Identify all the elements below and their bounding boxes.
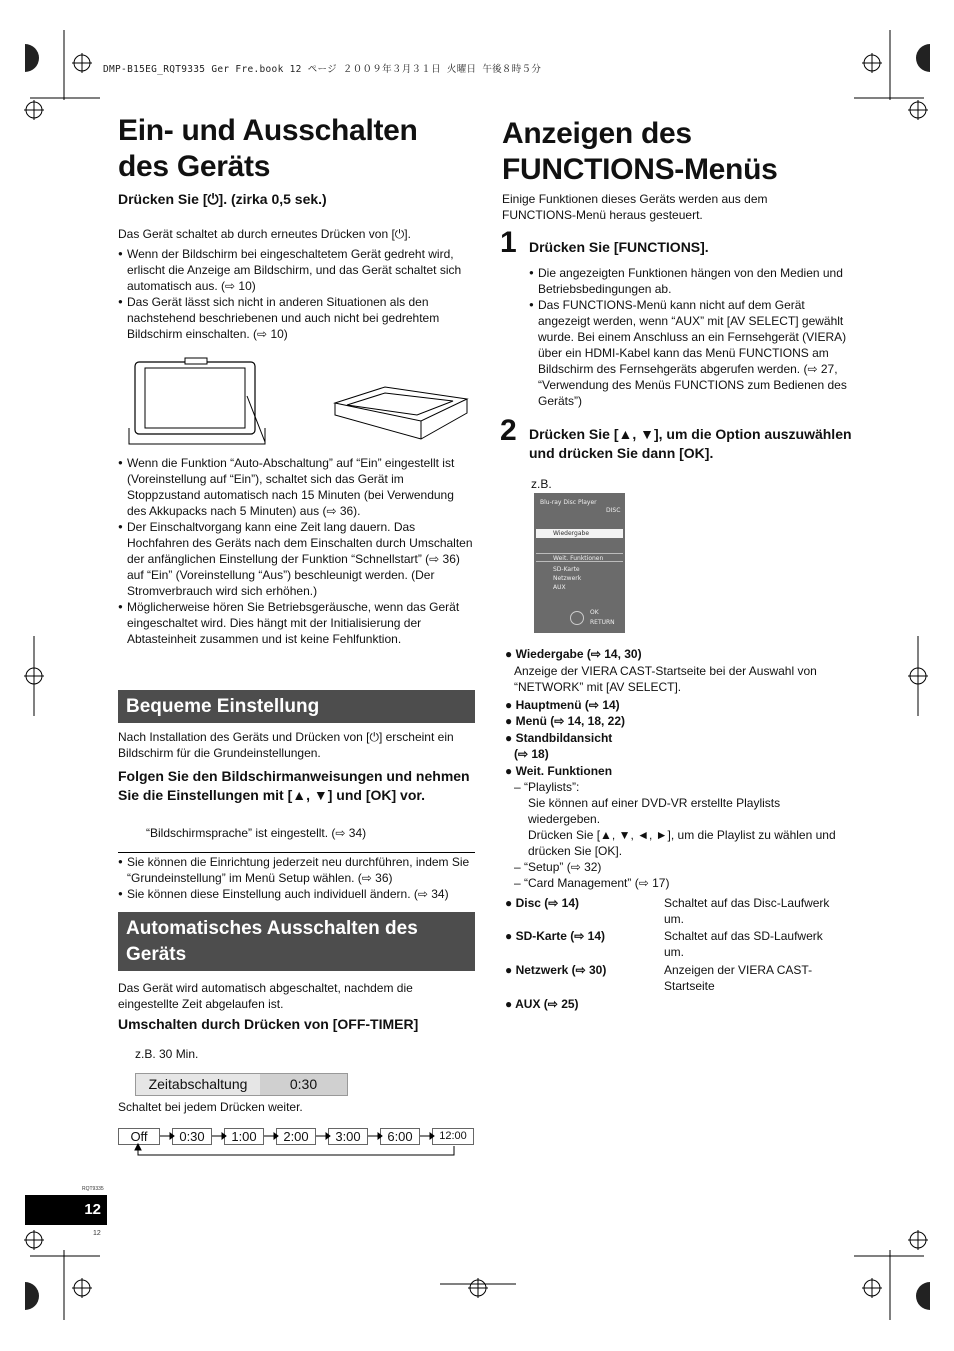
item-hauptmenu: ● Hauptmenü (⇨ 14) xyxy=(505,697,620,712)
page-number-tab: 12 xyxy=(25,1195,107,1225)
osd-title: Blu-ray Disc Player xyxy=(540,499,597,506)
page-title-left: Ein- und Ausschalten des Geräts xyxy=(118,114,418,183)
osd-ok-icon xyxy=(570,611,584,625)
item-aux: ● AUX (⇨ 25) xyxy=(505,997,579,1011)
timer-step: 2:00 xyxy=(276,1128,316,1145)
step-number: 2 xyxy=(500,414,517,447)
item-sd: ● SD-Karte (⇨ 14) Schaltet auf das SD-Laufwerk um. xyxy=(505,929,823,959)
power-notes-b xyxy=(118,455,475,647)
functions-menu-screenshot xyxy=(534,493,625,633)
power-off-text: Das Gerät schaltet ab durch erneutes Drücken von [⏻]. xyxy=(118,227,411,241)
step-1-text: Drücken Sie [FUNCTIONS]. xyxy=(529,239,709,255)
timer-cycle xyxy=(118,1128,475,1160)
divider xyxy=(118,852,475,853)
osd-item: Netzwerk xyxy=(553,575,582,582)
s2-example: z.B. 30 Min. xyxy=(135,1047,199,1061)
section-auto-off: Automatisches Ausschalten des Geräts xyxy=(118,912,475,971)
list-item: ● Sie können die Einrichtung jederzeit neu durchführen, indem Sie “Grundeinstellung” im Menü Setup wählen. (⇨ 36) xyxy=(118,854,475,886)
source-items xyxy=(505,895,860,1013)
s2-each-press: Schaltet bei jedem Drücken weiter. xyxy=(118,1100,303,1114)
timer-step: Off xyxy=(118,1128,160,1145)
page-title-right: Anzeigen des FUNCTIONS-Menüs xyxy=(502,117,778,186)
timer-display xyxy=(135,1073,348,1096)
osd-item: AUX xyxy=(553,584,566,591)
osd-item: SD-Karte xyxy=(553,566,580,573)
menu-item-descriptions xyxy=(505,646,860,891)
list-item: ● Wenn der Bildschirm bei eingeschaltetem Gerät gedreht wird, erlischt die Anzeige am Bildschirm, und das Gerät schaltet sich automatisch aus. (⇨ 10) xyxy=(118,246,475,294)
example-label: z.B. xyxy=(531,477,552,491)
timer-label: Zeitabschaltung xyxy=(136,1074,260,1095)
timer-step: 3:00 xyxy=(328,1128,368,1145)
item-wiedergabe-desc: Anzeige der VIERA CAST-Startseite bei der Auswahl von “NETWORK” mit [AV SELECT]. xyxy=(514,663,817,694)
s1-bullets xyxy=(118,854,475,902)
list-item: ● Der Einschaltvorgang kann eine Zeit lang dauern. Das Hochfahren des Geräts nach dem Einschalten durch Umschalten der anfänglichen Einstellung der Funktion “Schnellstart” (⇨ 36) auf “Ein” (Voreinstellung “Aus”) beschleunigt werden. (Der Stromverbrauch wird sich erhöhen.) xyxy=(118,519,475,599)
list-item: ● Das Gerät lässt sich nicht in anderen Situationen als den nachstehend beschriebenen und auch nicht bei gedrehtem Bildschirm einschalten. (⇨ 10) xyxy=(118,294,475,342)
list-item: ● Das FUNCTIONS-Menü kann nicht auf dem Gerät angezeigt werden, wenn “AUX” mit [AV SELECT] gewählt wurde. Bei einem Anschluss an ein Fernsehgerät (VIERA) über ein HDMI-Kabel kann das Menü FUNCTIONS am Bildschirm des Fernsehgeräts abgerufen werden. (⇨ 27, “Verwendung des Menüs FUNCTIONS zum Bedienen des Geräts”) xyxy=(529,297,857,409)
list-item: ● Möglicherweise hören Sie Betriebsgeräusche, wenn das Gerät eingeschaltet wird. Dies hängt mit der Initialisierung der Abtasteinheit zusammen und ist keine Fehlfunktion. xyxy=(118,599,475,647)
item-weit: ● Weit. Funktionen xyxy=(505,763,613,778)
doc-code: RQT9335 xyxy=(82,1186,104,1192)
file-header: DMP-B15EG_RQT9335 Ger Fre.book 12 ページ ２００９年３月３１日 火曜日 午後８時５分 xyxy=(103,64,542,75)
item-playlists-d2: Drücken Sie [▲, ▼, ◄, ►], um die Playlist zu wählen und drücken Sie [OK]. xyxy=(528,828,836,858)
list-item: ● Sie können diese Einstellung auch individuell ändern. (⇨ 34) xyxy=(118,886,475,902)
device-open-illustration xyxy=(127,356,272,448)
list-item: ● Die angezeigten Funktionen hängen von den Medien und Betriebsbedingungen ab. xyxy=(529,265,857,297)
s1-intro: Nach Installation des Geräts und Drücken von [⏻] erscheint ein Bildschirm für die Grundeinstellungen. xyxy=(118,730,454,760)
item-wiedergabe: ● Wiedergabe (⇨ 14, 30) xyxy=(505,647,642,661)
section-bequeme-einstellung: Bequeme Einstellung xyxy=(118,690,475,723)
timer-step: 1:00 xyxy=(224,1128,264,1145)
press-power-heading: Drücken Sie [⏻]. (zirka 0,5 sek.) xyxy=(118,191,327,207)
osd-disc: DISC xyxy=(606,507,621,514)
step-number: 1 xyxy=(500,226,517,259)
step-2-text: Drücken Sie [▲, ▼], um die Option auszuwählen und drücken Sie dann [OK]. xyxy=(529,426,852,461)
osd-return: RETURN xyxy=(590,619,615,626)
s1-note: “Bildschirmsprache” ist eingestellt. (⇨ 34) xyxy=(146,826,367,840)
page-number-small: 12 xyxy=(93,1230,101,1237)
timer-arrows xyxy=(118,1128,475,1160)
osd-item: Weit. Funktionen xyxy=(536,553,623,562)
osd-ok: OK xyxy=(590,609,599,616)
list-item: ● Wenn die Funktion “Auto-Abschaltung” auf “Ein” eingestellt ist (Voreinstellung auf “Ein”), schaltet sich das Gerät im Stoppzustand automatisch nach 15 Minuten (bei Verwendung des Akkupacks nach 5 Minuten) aus (⇨ 36). xyxy=(118,455,475,519)
item-playlists: – “Playlists”: xyxy=(514,780,580,794)
timer-step: 6:00 xyxy=(380,1128,420,1145)
s2-intro: Das Gerät wird automatisch abgeschaltet, nachdem die eingestellte Zeit abgelaufen ist. xyxy=(118,981,413,1011)
power-notes-a xyxy=(118,246,475,342)
item-playlists-d1: Sie können auf einer DVD-VR erstellte Playlists wiedergeben. xyxy=(528,796,781,826)
step-1-notes xyxy=(529,265,857,409)
timer-step: 12:00 xyxy=(432,1128,474,1145)
item-disc: ● Disc (⇨ 14) Schaltet auf das Disc-Laufwerk um. xyxy=(505,896,830,926)
s2-instruction: Umschalten durch Drücken von [OFF-TIMER] xyxy=(118,1016,419,1032)
item-netzwerk: ● Netzwerk (⇨ 30) Anzeigen der VIERA CAST-Startseite xyxy=(505,963,813,993)
timer-step: 0:30 xyxy=(172,1128,212,1145)
osd-item-selected: Wiedergabe xyxy=(536,529,623,538)
item-setup: – “Setup” (⇨ 32) xyxy=(514,860,602,874)
item-card: – “Card Management” (⇨ 17) xyxy=(514,876,670,890)
timer-value: 0:30 xyxy=(289,1076,318,1092)
functions-intro: Einige Funktionen dieses Geräts werden aus dem FUNCTIONS-Menü heraus gesteuert. xyxy=(502,192,768,222)
item-standbild-ref: (⇨ 18) xyxy=(514,747,549,761)
item-standbild: ● Standbildansicht xyxy=(505,730,613,745)
s1-instruction: Folgen Sie den Bildschirmanweisungen und nehmen Sie die Einstellungen mit [▲, ▼] und [OK] vor. xyxy=(118,768,470,803)
item-menu: ● Menü (⇨ 14, 18, 22) xyxy=(505,714,626,728)
device-closed-illustration xyxy=(325,385,470,451)
